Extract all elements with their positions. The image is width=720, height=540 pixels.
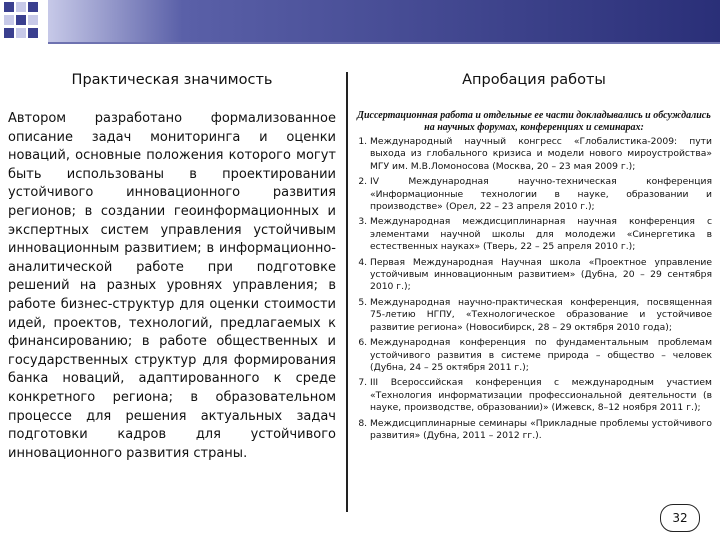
section-title-approbation: Апробация работы	[462, 72, 606, 88]
forum-list	[356, 136, 712, 442]
list-item: 5. Международная научно-практическая конференция, посвященная 75-летию НГПУ, «Технологическое образование и устойчивое развитие региона» (Новосибирск, 28 – 29 октября 2010 года);	[370, 297, 712, 334]
list-item: 6. Международная конференция по фундаментальным проблемам устойчивого развития в системе природа – общество – человек (Дубна, 24 – 25 октября 2011 г.);	[370, 337, 712, 374]
list-item: 4. Первая Международная Научная школа «Проектное управление устойчивым инновационным развитием» (Дубна, 20 – 29 сентября 2010 г.);	[370, 257, 712, 294]
banner-underline	[48, 42, 720, 44]
header-banner	[0, 0, 720, 42]
checker-decoration	[0, 0, 48, 42]
list-item: 8. Междисциплинарные семинары «Прикладные проблемы устойчивого развития» (Дубна, 2011 – 2012 гг.).	[370, 418, 712, 443]
list-item: 3. Международная междисциплинарная научная конференция с элементами научной школы для молодежи «Синергетика в естественных науках» (Тверь, 22 – 25 апреля 2010 г.);	[370, 216, 712, 253]
approbation-intro: Диссертационная работа и отдельные ее части докладывались и обсуждались на научных форумах, конференциях и семинарах:	[357, 110, 711, 133]
right-column	[356, 72, 712, 445]
list-item: 1. Международный научный конгресс «Глобалистика-2009: пути выхода из глобального кризиса и модели нового мироустройства» МГУ им. М.В.Ломоносова (Москва, 20 – 23 мая 2009 г.);	[370, 136, 712, 173]
left-column	[8, 72, 336, 463]
list-item: 2. IV Международная научно-техническая конференция «Информационные технологии в науке, образовании и производстве» (Орел, 22 – 23 апреля 2010 г.);	[370, 176, 712, 213]
list-item: 7. III Всероссийская конференция с международным участием «Технология информатизации профессиональной деятельности (в науке, производстве, образовании)» (Ижевск, 8–12 ноября 2011 г.);	[370, 377, 712, 414]
significance-text: Автором разработано формализованное описание задач мониторинга и оценки новаций, основные положения которого могут быть использованы в проектировании устойчивого инновационного развития регионов; в создании геоинформационных и экспертных систем управления устойчивым инновационным развитием; в информационно-аналитической работе при подготовке решений на разных уровнях управления; в работе бизнес-структур для оценки стоимости идей, проектов, технологий, предлагаемых к финансированию; в работе общественных и государственных структур для формирования банка новаций, адаптированного к среде конкретного региона; в образовательном процессе для решения актуальных задач подготовки кадров для устойчивого инновационного развития страны.	[8, 111, 336, 461]
page-number-badge: 32	[660, 504, 700, 532]
gradient-band	[48, 0, 720, 42]
column-divider	[346, 72, 348, 512]
section-title-significance: Практическая значимость	[71, 72, 273, 88]
